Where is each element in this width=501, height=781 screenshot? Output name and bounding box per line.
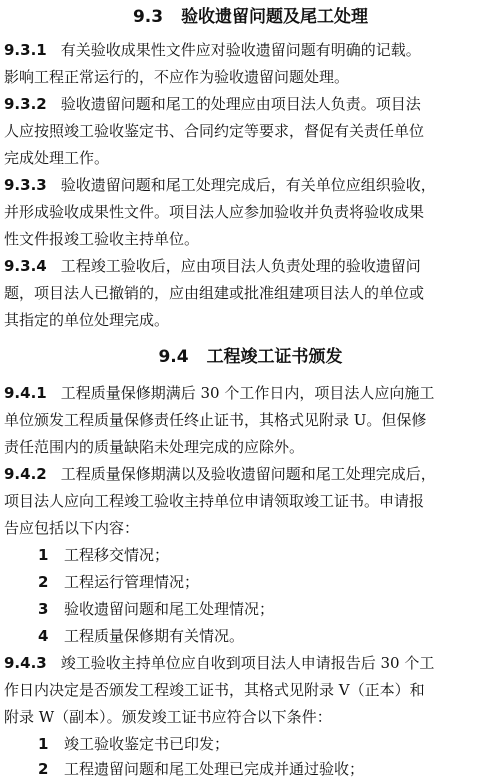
- clause-line: [4, 40, 497, 60]
- clause-line: [4, 410, 497, 430]
- list-item-text: 竣工验收鉴定书已印发；: [64, 735, 230, 753]
- list-item: [38, 759, 497, 779]
- clause-text: 性文件报竣工验收主持单位。: [4, 230, 200, 248]
- clause-line: [4, 175, 497, 195]
- list-item-text: 验收遗留问题和尾工处理情况；: [64, 600, 275, 618]
- list-item-number: 3: [38, 600, 49, 618]
- list-item: [38, 599, 497, 619]
- clause-text: 竣工验收主持单位应自收到项目法人申请报告后 30 个工: [60, 654, 435, 672]
- clause-text: 工程质量保修期满后 30 个工作日内，项目法人应向施工: [60, 384, 435, 402]
- list-item-number: 2: [38, 760, 49, 778]
- clause-text: 作日内决定是否颁发工程竣工证书，其格式见附录 V（正本）和: [4, 681, 425, 699]
- clause-text: 题，项目法人已撤销的，应由组建或批准组建项目法人的单位或: [4, 284, 425, 302]
- clause-text: 单位颁发工程质量保修责任终止证书，其格式见附录 U。但保修: [4, 411, 427, 429]
- section-number: 9.4: [158, 347, 189, 367]
- clause-line: [4, 491, 497, 511]
- list-item: [38, 734, 497, 754]
- clause-number: 9.3.2: [4, 95, 47, 113]
- clause-text: 工程质量保修期满以及验收遗留问题和尾工处理完成后，: [60, 465, 436, 483]
- clause-line: [4, 148, 497, 168]
- clause-text: 验收遗留问题和尾工处理完成后，有关单位应组织验收，: [60, 176, 436, 194]
- clause-line: [4, 283, 497, 303]
- clause-number: 9.4.3: [4, 654, 47, 672]
- clause-text: 工程竣工验收后，应由项目法人负责处理的验收遗留问: [60, 257, 421, 275]
- section-title: 验收遗留问题及尾工处理: [181, 7, 369, 27]
- clause-text: 并形成验收成果性文件。项目法人应参加验收并负责将验收成果: [4, 203, 425, 221]
- clause-line: [4, 229, 497, 249]
- clause-text: 责任范围内的质量缺陷未处理完成的应除外。: [4, 438, 305, 456]
- clause-line: [4, 680, 497, 700]
- list-item-text: 工程遗留问题和尾工处理已完成并通过验收；: [64, 760, 365, 778]
- clause-line: [4, 383, 497, 403]
- clause-number: 9.3.1: [4, 41, 47, 59]
- clause-line: [4, 464, 497, 484]
- list-item-text: 工程移交情况；: [64, 546, 170, 564]
- clause-number: 9.3.3: [4, 176, 47, 194]
- clause-text: 影响工程正常运行的，不应作为验收遗留问题处理。: [4, 68, 350, 86]
- section-title: 工程竣工证书颁发: [206, 347, 343, 367]
- list-item-number: 2: [38, 573, 49, 591]
- list-item-number: 1: [38, 546, 49, 564]
- clause-text: 告应包括以下内容：: [4, 519, 140, 537]
- list-item-text: 工程运行管理情况；: [64, 573, 200, 591]
- clause-line: [4, 256, 497, 276]
- clause-number: 9.3.4: [4, 257, 47, 275]
- section-heading-9-4: [0, 346, 501, 368]
- clause-line: [4, 707, 497, 727]
- clause-text: 人应按照竣工验收鉴定书、合同约定等要求，督促有关责任单位: [4, 122, 425, 140]
- clause-number: 9.4.2: [4, 465, 47, 483]
- clause-line: [4, 653, 497, 673]
- list-item: [38, 545, 497, 565]
- clause-line: [4, 121, 497, 141]
- section-heading-9-3: [0, 6, 501, 28]
- list-item-text: 工程质量保修期有关情况。: [64, 627, 245, 645]
- clause-line: [4, 202, 497, 222]
- clause-text: 有关验收成果性文件应对验收遗留问题有明确的记载。: [60, 41, 421, 59]
- clause-number: 9.4.1: [4, 384, 47, 402]
- clause-line: [4, 518, 497, 538]
- clause-line: [4, 67, 497, 87]
- list-item-number: 4: [38, 627, 49, 645]
- clause-text: 项目法人应向工程竣工验收主持单位申请领取竣工证书。申请报: [4, 492, 425, 510]
- clause-text: 其指定的单位处理完成。: [4, 311, 170, 329]
- clause-text: 附录 W（副本）。颁发竣工证书应符合以下条件：: [4, 708, 332, 726]
- clause-line: [4, 310, 497, 330]
- list-item-number: 1: [38, 735, 49, 753]
- clause-line: [4, 437, 497, 457]
- clause-line: [4, 94, 497, 114]
- list-item: [38, 572, 497, 592]
- section-number: 9.3: [132, 7, 164, 27]
- clause-text: 验收遗留问题和尾工的处理应由项目法人负责。项目法: [60, 95, 421, 113]
- clause-text: 完成处理工作。: [4, 149, 110, 167]
- list-item: [38, 626, 497, 646]
